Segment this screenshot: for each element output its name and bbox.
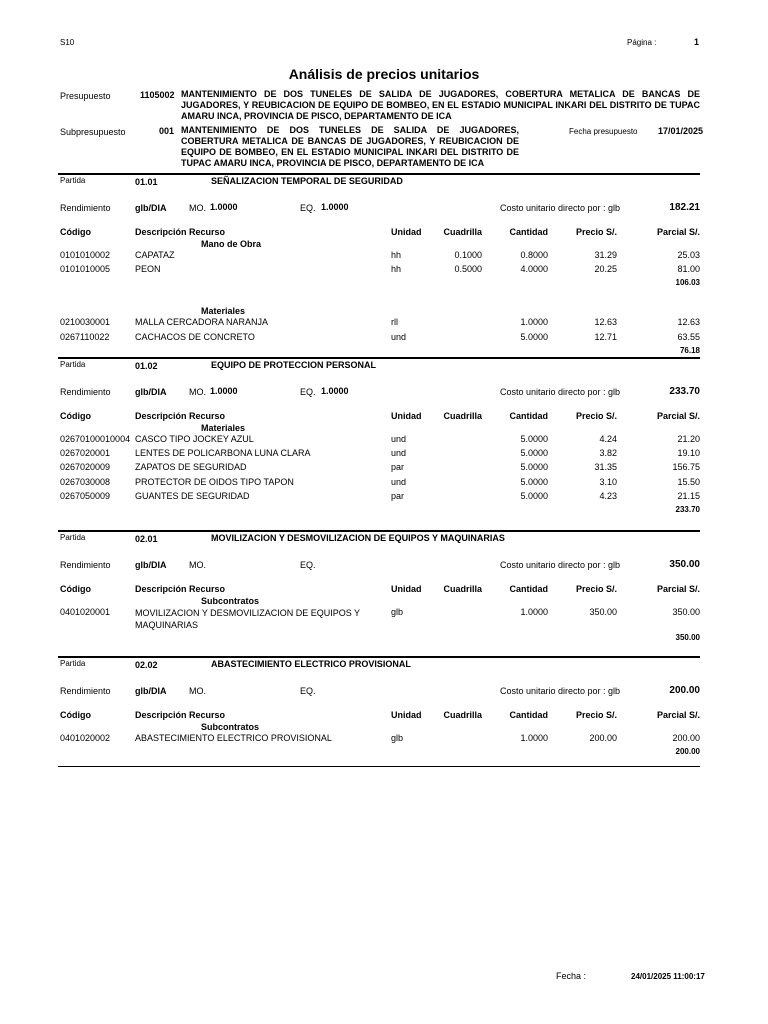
resource-cuadrilla: 0.1000 [454,250,482,260]
col-cantidad: Cantidad [509,584,548,594]
partida-name: EQUIPO DE PROTECCION PERSONAL [211,360,377,370]
eq-value: 1.0000 [321,202,349,212]
resource-parcial: 200.00 [672,733,700,743]
col-cantidad: Cantidad [509,227,548,237]
resource-unit: hh [391,264,402,275]
col-precio: Precio S/. [575,411,617,421]
partida-name: SEÑALIZACION TEMPORAL DE SEGURIDAD [211,176,403,186]
resource-precio: 4.23 [599,490,617,501]
resource-cantidad: 5.0000 [520,476,548,487]
partida-total: 350.00 [669,559,700,570]
resource-code: 02670100010004 [60,434,131,444]
partida-name: ABASTECIMIENTO ELECTRICO PROVISIONAL [211,659,411,669]
partida-label: Partida [60,176,86,185]
resource-cantidad: 1.0000 [520,733,548,743]
partida-code: 01.01 [135,177,158,187]
group-subtotal: 106.03 [675,278,700,288]
col-parcial: Parcial S/. [656,227,700,237]
costo-label: Costo unitario directo por : glb [500,560,621,570]
resource-parcial: 81.00 [677,264,700,275]
resource-precio: 12.71 [594,331,617,342]
resource-unit: par [391,490,405,501]
bottom-separator [58,766,700,767]
resource-parcial: 21.20 [677,434,700,444]
partida-total: 200.00 [669,685,700,696]
mo-value: 1.0000 [210,386,238,396]
mo-label: MO. [189,686,206,696]
subpresupuesto-label: Subpresupuesto [60,127,126,137]
col-unidad: Unidad [391,227,422,237]
col-codigo: Código [60,411,91,421]
resource-code: 0267030008 [60,476,111,487]
col-cuadrilla: Cuadrilla [443,710,482,720]
fecha-presupuesto: 17/01/2025 [658,126,704,136]
resource-code: 0267110022 [60,331,110,342]
resource-group-title: Materiales [201,423,246,433]
resource-group-title: Subcontratos [201,722,260,732]
resource-unit: und [391,476,407,487]
eq-label: EQ. [300,686,316,696]
mo-label: MO. [189,387,206,397]
rendimiento-label: Rendimiento [60,686,111,696]
costo-label: Costo unitario directo por : glb [500,203,621,213]
eq-value: 1.0000 [321,386,349,396]
resource-cantidad: 4.0000 [520,264,548,275]
resource-code: 0401020001 [60,607,111,617]
group-subtotal: 76.18 [679,345,700,355]
resource-cantidad: 5.0000 [520,331,548,342]
rendimiento-unit: glb/DIA [135,203,167,213]
subpresupuesto-code: 001 [159,126,175,136]
resource-code: 0267020009 [60,462,111,473]
col-unidad: Unidad [391,710,422,720]
page-label: Página : [627,38,657,47]
col-descripcion: Descripción Recurso [135,584,226,594]
resource-description: PROTECTOR DE OIDOS TIPO TAPON [135,476,294,487]
presupuesto-code: 1105002 [140,90,175,100]
resource-code: 0267050009 [60,490,111,501]
eq-label: EQ. [300,560,316,570]
col-cuadrilla: Cuadrilla [443,411,482,421]
resource-parcial: 350.00 [672,607,700,617]
resource-description: CAPATAZ [135,250,175,260]
page-number: 1 [694,37,700,47]
resource-parcial: 19.10 [677,448,700,459]
eq-label: EQ. [300,203,316,213]
col-unidad: Unidad [391,584,422,594]
col-codigo: Código [60,227,91,237]
resource-parcial: 63.55 [677,331,700,342]
resource-cantidad: 1.0000 [520,607,548,617]
footer-fecha-label: Fecha : [556,971,587,981]
col-cantidad: Cantidad [509,710,548,720]
partida-separator [58,656,700,658]
resource-description: MOVILIZACION Y DESMOVILIZACION DE EQUIPOS Y MAQUINARIAS [135,608,360,630]
resource-unit: glb [391,607,404,617]
resource-description: LENTES DE POLICARBONA LUNA CLARA [135,448,311,459]
col-parcial: Parcial S/. [656,411,700,421]
resource-unit: par [391,462,405,473]
resource-precio: 31.35 [594,462,617,473]
resource-unit: glb [391,733,404,743]
resource-group-title: Materiales [201,306,246,317]
partida-total: 182.21 [669,202,700,213]
subpresupuesto-description: MANTENIMIENTO DE DOS TUNELES DE SALIDA DE JUGADORES, COBERTURA METALICA DE BANCAS DE JUGADORES, Y REUBICACION DE EQUIPO DE BOMBEO, EN EL ESTADIO MUNICIPAL INKARI DEL DISTRITO DE TUPAC AMARU INCA, PROVINCIA DE PISCO, DEPARTAMENTO DE ICA [181,125,519,168]
rendimiento-label: Rendimiento [60,203,111,213]
rendimiento-label: Rendimiento [60,387,111,397]
rendimiento-unit: glb/DIA [135,560,167,570]
partida-label: Partida [60,659,86,668]
resource-precio: 3.82 [599,448,617,459]
costo-label: Costo unitario directo por : glb [500,387,621,397]
resource-cantidad: 5.0000 [520,462,548,473]
col-precio: Precio S/. [575,227,617,237]
resource-group-title: Subcontratos [201,596,260,606]
resource-parcial: 25.03 [677,250,700,260]
resource-precio: 200.00 [589,733,617,743]
resource-precio: 3.10 [599,476,617,487]
col-unidad: Unidad [391,411,422,421]
resource-cantidad: 5.0000 [520,434,548,444]
resource-description: ABASTECIMIENTO ELECTRICO PROVISIONAL [135,733,332,743]
resource-code: 0101010002 [60,250,111,260]
footer-fecha: 24/01/2025 11:00:17 [631,972,705,981]
resource-unit: rll [391,317,398,328]
partida-name: MOVILIZACION Y DESMOVILIZACION DE EQUIPOS Y MAQUINARIAS [211,533,505,543]
partida-separator [58,530,700,532]
resource-code: 0401020002 [60,733,111,743]
resource-cantidad: 5.0000 [520,490,548,501]
col-cuadrilla: Cuadrilla [443,584,482,594]
group-subtotal: 350.00 [675,633,700,642]
rendimiento-unit: glb/DIA [135,387,167,397]
resource-cantidad: 1.0000 [520,317,548,328]
partida-label: Partida [60,533,86,542]
col-cantidad: Cantidad [509,411,548,421]
eq-label: EQ. [300,387,316,397]
resource-unit: hh [391,250,402,260]
resource-parcial: 21.15 [677,490,700,501]
resource-description: GUANTES DE SEGURIDAD [135,490,250,501]
resource-description: CACHACOS DE CONCRETO [135,331,255,342]
mo-label: MO. [189,560,206,570]
costo-label: Costo unitario directo por : glb [500,686,621,696]
presupuesto-description: MANTENIMIENTO DE DOS TUNELES DE SALIDA DE JUGADORES, COBERTURA METALICA DE BANCAS DE JUGADORES, Y REUBICACION DE EQUIPO DE BOMBEO, EN EL ESTADIO MUNICIPAL INKARI DEL DISTRITO DE TUPAC AMARU INCA, PROVINCIA DE PISCO, DEPARTAMENTO DE ICA [181,89,700,121]
resource-parcial: 12.63 [677,317,700,328]
resource-description: MALLA CERCADORA NARANJA [135,317,269,328]
report-code: S10 [60,38,75,47]
rendimiento-label: Rendimiento [60,560,111,570]
col-precio: Precio S/. [575,584,617,594]
resource-precio: 20.25 [594,264,617,275]
partida-code: 02.01 [135,534,158,544]
mo-value: 1.0000 [210,202,238,212]
presupuesto-label: Presupuesto [60,91,111,101]
col-descripcion: Descripción Recurso [135,411,226,421]
col-codigo: Código [60,710,91,720]
mo-label: MO. [189,203,206,213]
partida-separator [58,357,700,359]
group-subtotal: 233.70 [675,505,700,514]
fecha-presupuesto-label: Fecha presupuesto [569,127,638,136]
resource-unit: und [391,434,407,444]
partida-label: Partida [60,360,86,369]
resource-precio: 12.63 [594,317,617,328]
resource-code: 0101010005 [60,264,111,275]
resource-description: ZAPATOS DE SEGURIDAD [135,462,247,473]
col-descripcion: Descripción Recurso [135,227,226,237]
col-codigo: Código [60,584,91,594]
resource-cuadrilla: 0.5000 [454,264,482,275]
resource-cantidad: 5.0000 [520,448,548,459]
resource-precio: 4.24 [599,434,617,444]
resource-cantidad: 0.8000 [520,250,548,260]
col-precio: Precio S/. [575,710,617,720]
resource-code: 0210030001 [60,317,111,328]
resource-parcial: 15.50 [677,476,700,487]
partida-code: 01.02 [135,361,158,371]
resource-precio: 31.29 [594,250,617,260]
partida-code: 02.02 [135,660,158,670]
col-parcial: Parcial S/. [656,710,700,720]
resource-parcial: 156.75 [672,462,700,473]
partida-separator [58,173,700,175]
resource-unit: und [391,331,407,342]
rendimiento-unit: glb/DIA [135,686,167,696]
resource-description: PEON [135,264,161,275]
resource-precio: 350.00 [589,607,617,617]
page-title: Análisis de precios unitarios [288,66,480,82]
group-subtotal: 200.00 [675,747,700,757]
partida-total: 233.70 [669,386,700,397]
col-descripcion: Descripción Recurso [135,710,226,720]
col-parcial: Parcial S/. [656,584,700,594]
resource-group-title: Mano de Obra [201,239,262,249]
resource-code: 0267020001 [60,448,111,459]
resource-unit: und [391,448,407,459]
resource-description: CASCO TIPO JOCKEY AZUL [135,434,254,444]
col-cuadrilla: Cuadrilla [443,227,482,237]
